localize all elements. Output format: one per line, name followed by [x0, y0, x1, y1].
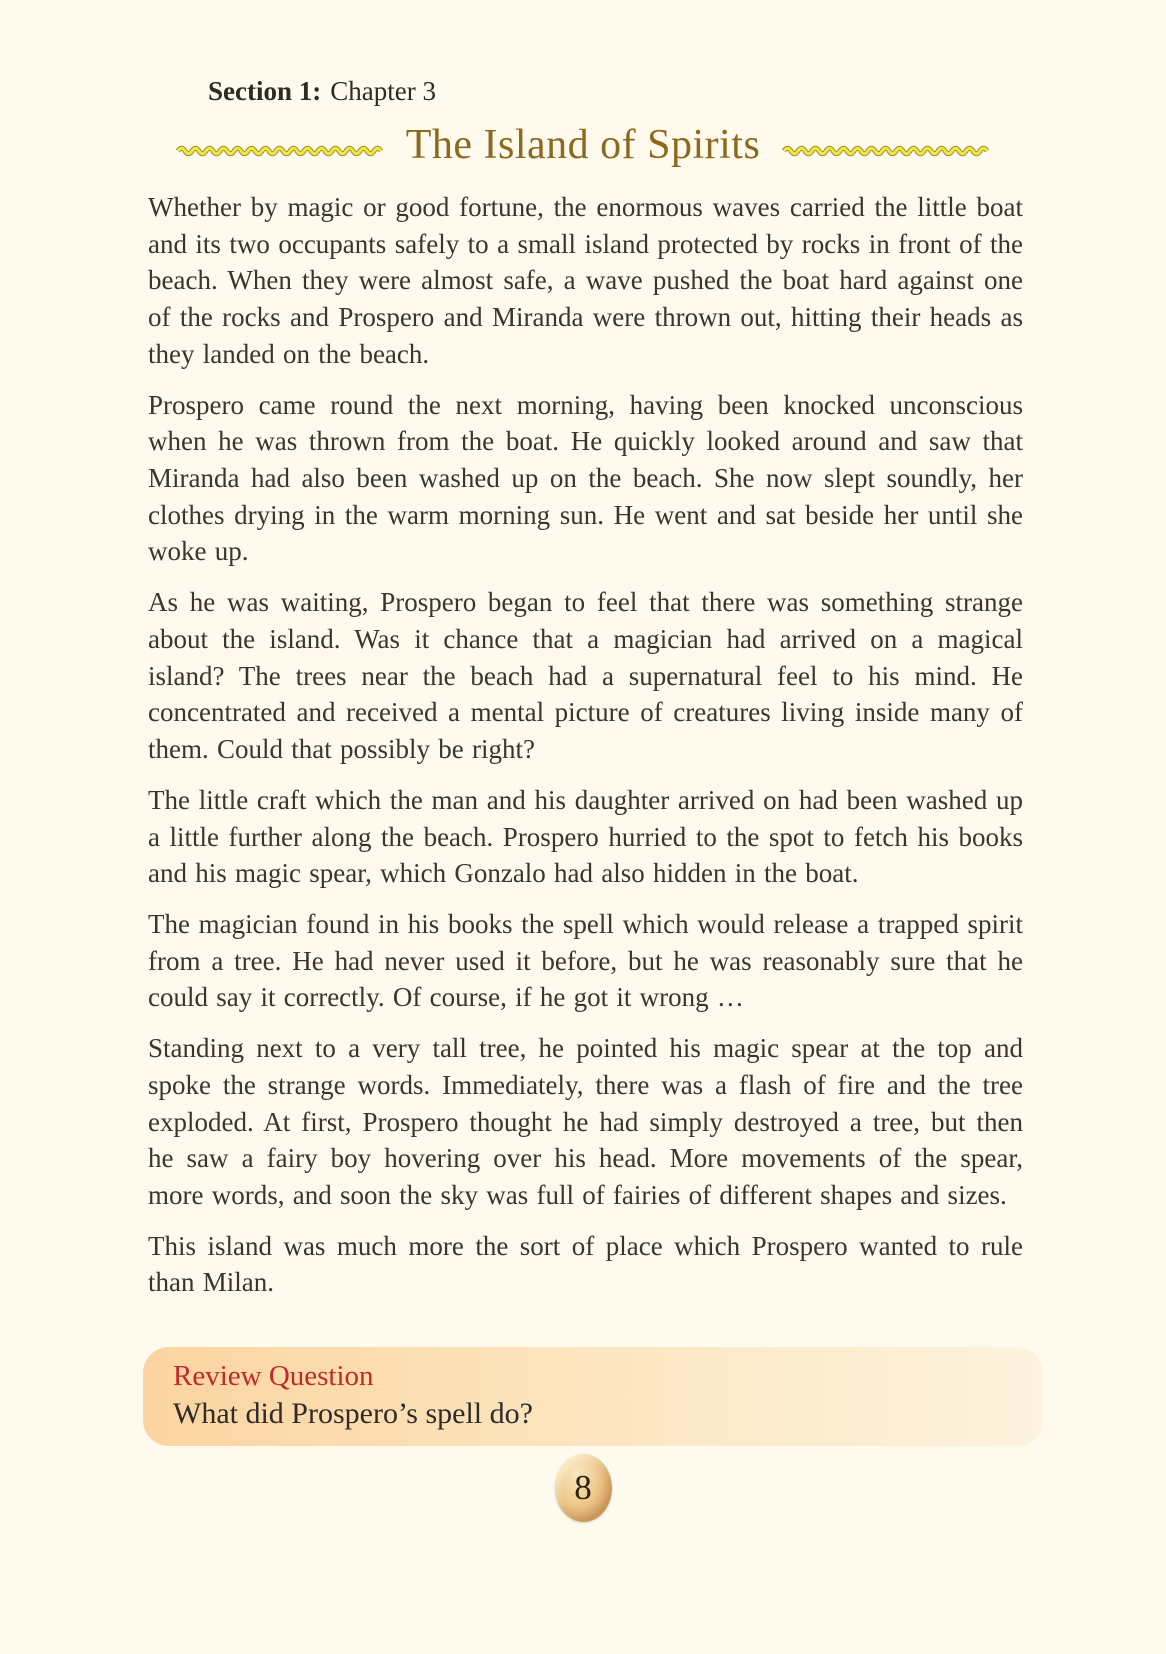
- squiggle-left-icon: [176, 143, 384, 157]
- story-paragraph: The little craft which the man and his daughter arrived on had been washed up a little further along the beach. Prospero hurried to the spot to fetch his books and his magic spear, which Gonzalo had also hidden in the boat.: [148, 784, 1023, 889]
- page-number: 8: [574, 1468, 592, 1508]
- page-title: The Island of Spirits: [405, 122, 761, 168]
- review-question-text: What did Prospero’s spell do?: [173, 1397, 533, 1431]
- title-row: [0, 121, 1166, 169]
- story-paragraph: This island was much more the sort of place which Prospero wanted to rule than Milan.: [148, 1230, 1023, 1298]
- breadcrumb: [208, 76, 1166, 107]
- story-paragraph: The magician found in his books the spell which would release a trapped spirit from a tree. He had never used it before, but he was reasonably sure that he could say it correctly. Of course, if he got it wrong …: [148, 908, 1023, 1013]
- chapter-label: Chapter 3: [330, 76, 436, 106]
- review-question-box: [143, 1347, 1043, 1446]
- story-text: [148, 189, 1023, 1301]
- squiggle-right-icon: [782, 143, 990, 157]
- story-paragraph: Standing next to a very tall tree, he pointed his magic spear at the top and spoke the strange words. Immediately, there was a flash of fire and the tree exploded. At first, Prospero thought he had simply destroyed a tree, but then he saw a fairy boy hovering over his head. More movements of the spear, more words, and soon the sky was full of fairies of different shapes and sizes.: [148, 1033, 1023, 1210]
- page-number-badge: [555, 1454, 612, 1522]
- story-paragraph: Whether by magic or good fortune, the enormous waves carried the little boat and its two occupants safely to a small island protected by rocks in front of the beach. When they were almost safe, a wave pushed the boat hard against one of the rocks and Prospero and Miranda were thrown out, hitting their heads as they landed on the beach.: [148, 192, 1023, 369]
- review-question-heading: Review Question: [173, 1360, 374, 1393]
- story-paragraph: Prospero came round the next morning, having been knocked unconscious when he was thrown from the boat. He quickly looked around and saw that Miranda had also been washed up on the beach. She now slept soundly, her clothes drying in the warm morning sun. He went and sat beside her until she woke up.: [148, 389, 1023, 567]
- story-paragraph: As he was waiting, Prospero began to feel that there was something strange about the island. Was it chance that a magician had arrived on a magical island? The trees near the beach had a supernatural feel to his mind. He concentrated and received a mental picture of creatures living inside many of them. Could that possibly be right?: [148, 587, 1023, 765]
- section-label: Section 1:: [208, 76, 322, 106]
